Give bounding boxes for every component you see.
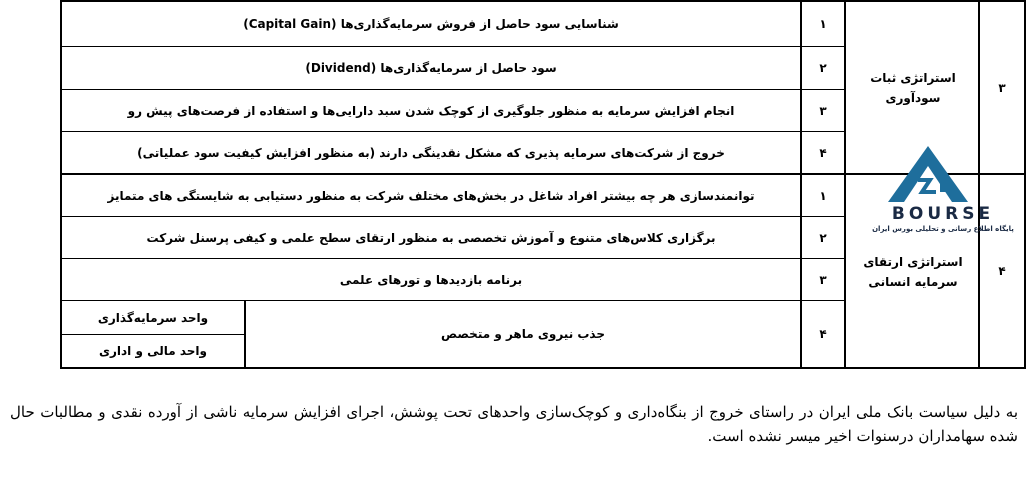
logo-subtitle: پایگاه اطلاع رسانی و تحلیلی بورس ایران	[872, 225, 1014, 233]
row-number: ۲	[819, 230, 827, 245]
row-text: توانمندسازی هر چه بیشتر افراد شاغل در بخش‌های مختلف شرکت به منظور دستیابی به شایستگی های متمایز	[107, 188, 755, 203]
col-line-b	[844, 0, 846, 369]
group-title: استراتژی ثبات سودآوری	[870, 70, 956, 105]
row-text: شناسایی سود حاصل از فروش سرمایه‌گذاری‌ها (Capital Gain)	[243, 17, 619, 31]
table-border-right	[1024, 0, 1026, 369]
row-number: ۱	[819, 188, 827, 203]
row-number: ۴	[819, 327, 827, 341]
group-title: استراتژی ارتقای سرمایه انسانی	[863, 255, 963, 289]
row-text: برنامه بازدیدها و تورهای علمی	[339, 272, 523, 287]
logo-text: BOURSE	[891, 204, 995, 224]
row-number: ۳	[819, 272, 827, 287]
bourse-logo-icon	[868, 140, 1018, 235]
table-border-bottom	[60, 367, 1026, 369]
unit-label: واحد مالی و اداری	[98, 344, 208, 358]
row-text: انجام افزایش سرمایه به منظور جلوگیری از کوچک شدن سبد دارایی‌ها و استفاده از فرصت‌های پیش رو	[127, 103, 735, 118]
row-text: برگزاری کلاس‌های متنوع و آموزش تخصصی به منظور ارتقای سطح علمی و کیفی پرسنل شرکت	[146, 230, 716, 245]
row-text: خروج از شرکت‌های سرمایه پذیری که مشکل نقدینگی دارند (به منظور افزایش کیفیت سود عملیاتی)	[137, 145, 725, 160]
row-number: ۲	[819, 61, 827, 75]
group-number: ۳	[998, 80, 1006, 95]
unit-label: واحد سرمایه‌گذاری	[97, 310, 209, 325]
row-text: جذب نیروی ماهر و متخصص	[440, 327, 606, 341]
bourse-logo	[868, 140, 1018, 235]
row-number: ۳	[819, 103, 827, 118]
body-paragraph: به دلیل سیاست بانک ملی ایران در راستای خروج از بنگاه‌داری و کوچک‌سازی واحدهای تحت پوشش، اجرای افزایش سرمایه ناشی از آورده نقدی و مطالبات حال شده سهامداران درسنوات اخیر میسر نشده است.	[10, 403, 1018, 445]
row-text: سود حاصل از سرمایه‌گذاری‌ها (Dividend)	[305, 61, 557, 75]
group-number: ۴	[998, 264, 1006, 278]
row-number: ۱	[819, 17, 827, 31]
row-number: ۴	[819, 145, 827, 160]
